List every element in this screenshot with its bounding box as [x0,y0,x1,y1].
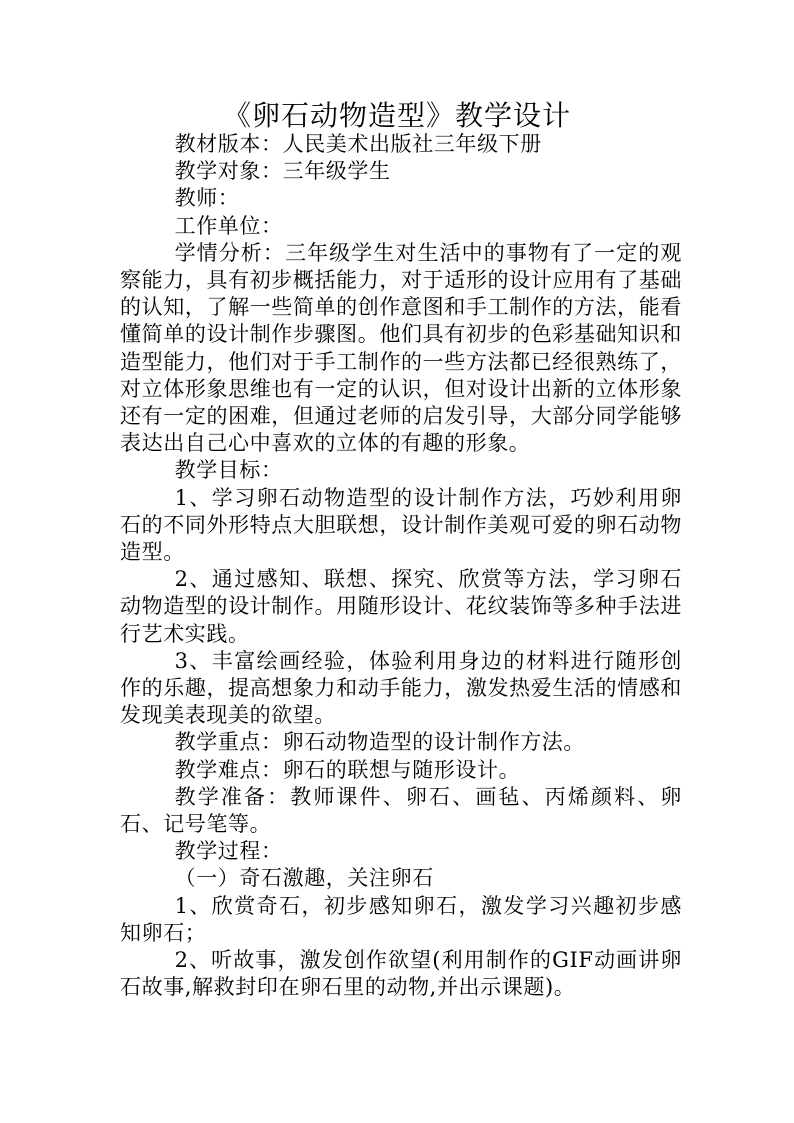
teaching-goal-item: 3、丰富绘画经验，体验利用身边的材料进行随形创作的乐趣，提高想象力和动手能力，激发热爱生活的情感和发现美表现美的欲望。 [120,648,682,728]
textbook-version-line: 教材版本：人民美术出版社三年级下册 [174,132,542,156]
teacher-line: 教师： [174,186,240,211]
teaching-process-heading: 教学过程： [174,839,283,864]
process-step: 1、欣赏奇石，初步感知卵石，激发学习兴趣初步感知卵石； [120,893,682,945]
work-unit-line: 工作单位： [174,213,283,238]
teaching-key-point: 教学重点：卵石动物造型的设计制作方法。 [174,730,585,755]
document-body [120,131,682,1002]
teaching-goals-heading: 教学目标： [174,458,283,483]
process-step: 2、听故事，激发创作欲望(利用制作的GIF动画讲卵石故事,解救封印在卵石里的动物,并出示课题)。 [120,948,682,1000]
teaching-goal-item: 1、学习卵石动物造型的设计制作方法，巧妙利用卵石的不同外形特点大胆联想，设计制作美观可爱的卵石动物造型。 [120,485,682,565]
teaching-preparation: 教学准备：教师课件、卵石、画毡、丙烯颜料、卵石、记号笔等。 [120,784,682,837]
teaching-target-line: 教学对象：三年级学生 [174,159,391,184]
learner-analysis-paragraph: 学情分析：三年级学生对生活中的事物有了一定的观察能力，具有初步概括能力，对于适形的设计应用有了基础的认知，了解一些简单的创作意图和手工制作的方法，能看懂简单的设计制作步骤图。他们具有初步的色彩基础知识和造型能力，他们对于手工制作的一些方法都已经很熟练了，对立体形象思维也有一定的认识，但对设计出新的立体形象还有一定的困难，但通过老师的启发引导，大部分同学能够表达出自己心中喜欢的立体的有趣的形象。 [120,240,682,456]
document-title: 《卵石动物造型》教学设计 [222,99,571,132]
teaching-goal-item: 2、通过感知、联想、探究、欣赏等方法，学习卵石动物造型的设计制作。用随形设计、花纹装饰等多种手法进行艺术实践。 [120,567,682,646]
process-section-heading: （一）奇石激趣，关注卵石 [174,866,434,891]
teaching-difficulty: 教学难点：卵石的联想与随形设计。 [174,757,521,782]
